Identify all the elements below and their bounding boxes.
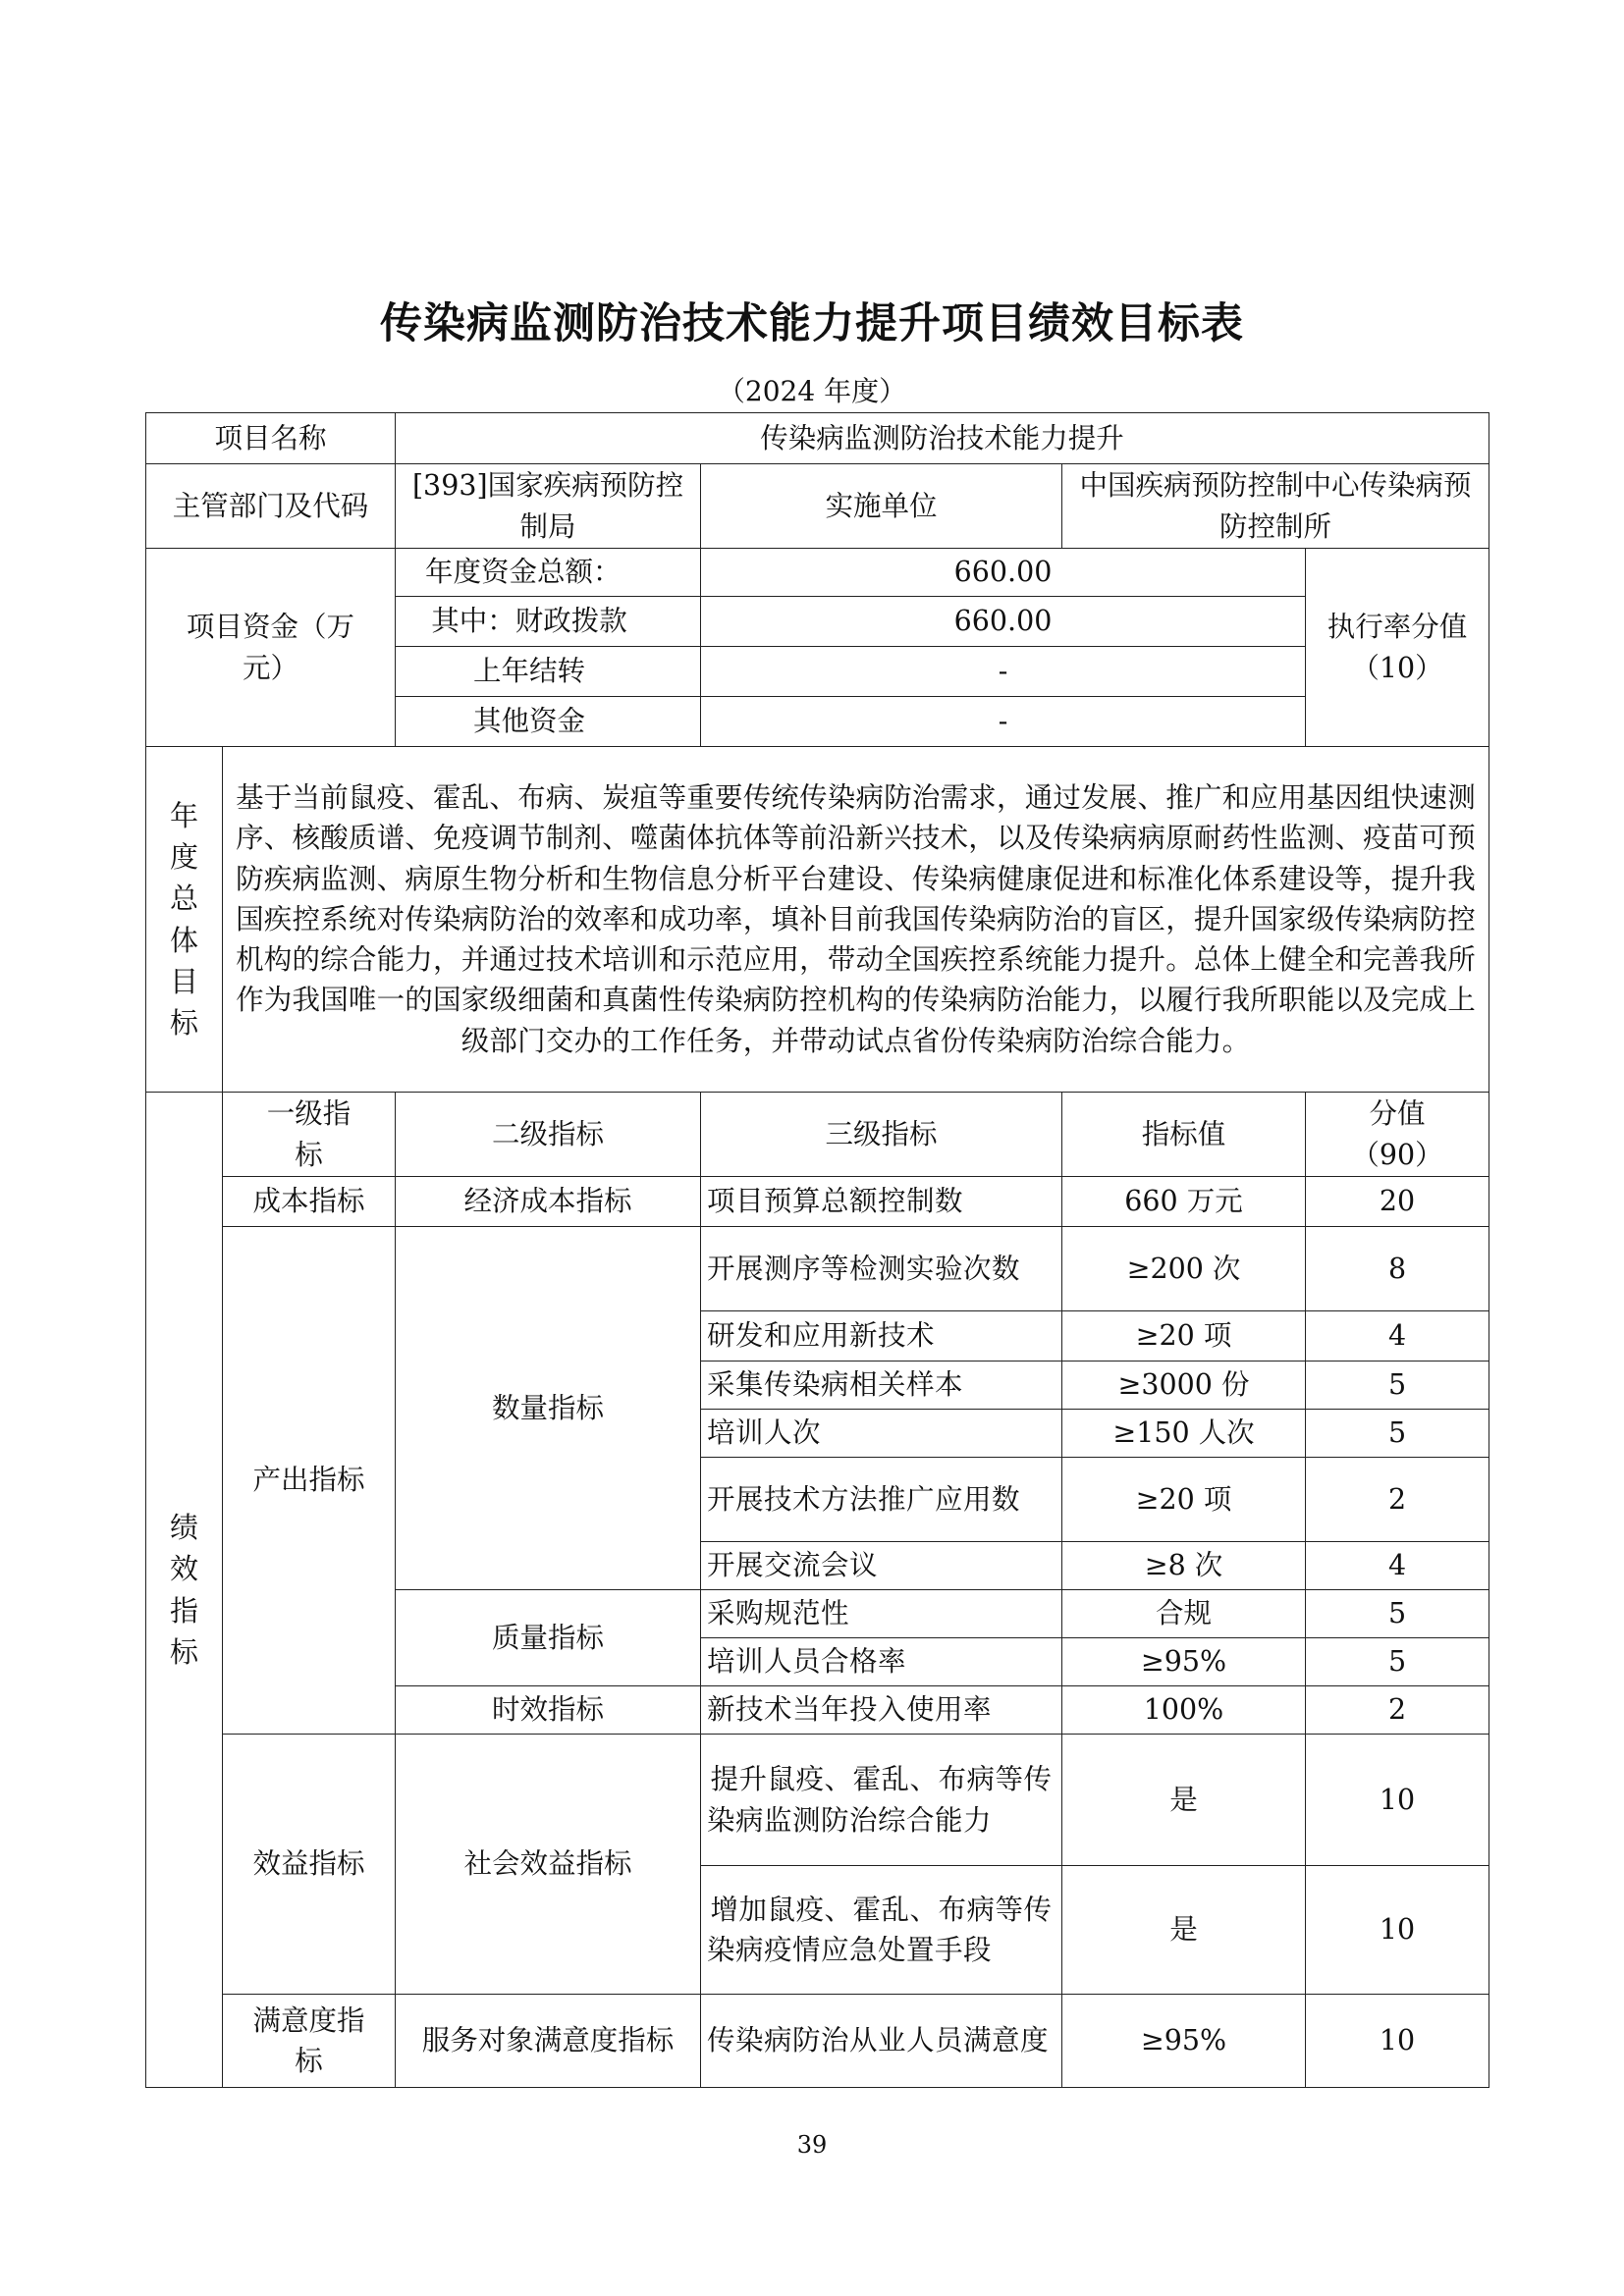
indicator-score: 10 xyxy=(1306,1735,1489,1866)
indicator-value: ≥150 人次 xyxy=(1062,1410,1306,1458)
indicator-value: ≥20 项 xyxy=(1062,1311,1306,1362)
annual-goal-row xyxy=(146,747,1489,1093)
funds-total-label: 年度资金总额： xyxy=(396,549,701,597)
indicator-score: 2 xyxy=(1306,1686,1489,1735)
funds-other-value: - xyxy=(701,697,1306,747)
indicator-name: 培训人员合格率 xyxy=(701,1638,1062,1686)
indicator-name: 采购规范性 xyxy=(701,1590,1062,1638)
impl-unit-label: 实施单位 xyxy=(701,464,1062,549)
impl-unit-value: 中国疾病预防控制中心传染病预防控制所 xyxy=(1062,464,1489,549)
l1-cost: 成本指标 xyxy=(223,1177,396,1227)
indicator-row xyxy=(146,1177,1489,1227)
project-name-value: 传染病监测防治技术能力提升 xyxy=(396,413,1489,464)
dept-row xyxy=(146,464,1489,549)
indicator-name: 新技术当年投入使用率 xyxy=(701,1686,1062,1735)
funds-row-total xyxy=(146,549,1489,597)
indicator-score: 5 xyxy=(1306,1638,1489,1686)
l1-satisfaction: 满意度指标 xyxy=(223,1995,396,2088)
indicator-score: 10 xyxy=(1306,1866,1489,1995)
indicator-score: 4 xyxy=(1306,1311,1489,1362)
l1-benefit: 效益指标 xyxy=(223,1735,396,1995)
indicator-value: 是 xyxy=(1062,1735,1306,1866)
indicator-row xyxy=(146,1735,1489,1866)
funds-other-label: 其他资金 xyxy=(396,697,701,747)
funds-total-value: 660.00 xyxy=(701,549,1306,597)
indicator-name: 增加鼠疫、霍乱、布病等传染病疫情应急处置手段 xyxy=(701,1866,1062,1995)
funds-carryover-value: - xyxy=(701,647,1306,697)
indicator-row xyxy=(146,1995,1489,2088)
l1-output: 产出指标 xyxy=(223,1227,396,1735)
annual-goal-text: 基于当前鼠疫、霍乱、布病、炭疽等重要传统传染病防治需求，通过发展、推广和应用基因组快速测序、核酸质谱、免疫调节制剂、噬菌体抗体等前沿新兴技术，以及传染病病原耐药性监测、疫苗可预防疾病监测、病原生物分析和生物信息分析平台建设、传染病健康促进和标准化体系建设等，提升我国疾控系统对传染病防治的效率和成功率，填补目前我国传染病防治的盲区，提升国家级传染病防控机构的综合能力，并通过技术培训和示范应用，带动全国疾控系统能力提升。总体上健全和完善我所作为我国唯一的国家级细菌和真菌性传染病防控机构的传染病防治能力，以履行我所职能以及完成上级部门交办的工作任务，并带动试点省份传染病防治综合能力。 xyxy=(223,747,1489,1093)
header-value: 指标值 xyxy=(1062,1093,1306,1177)
indicator-name: 培训人次 xyxy=(701,1410,1062,1458)
indicator-name: 提升鼠疫、霍乱、布病等传染病监测防治综合能力 xyxy=(701,1735,1062,1866)
annual-goal-label: 年度总体目标 xyxy=(146,747,223,1093)
l2-timeliness: 时效指标 xyxy=(396,1686,701,1735)
indicator-name: 采集传染病相关样本 xyxy=(701,1362,1062,1410)
l2-economic: 经济成本指标 xyxy=(396,1177,701,1227)
header-l3: 三级指标 xyxy=(701,1093,1062,1177)
funds-carryover-label: 上年结转 xyxy=(396,647,701,697)
indicator-score: 2 xyxy=(1306,1458,1489,1542)
project-name-label: 项目名称 xyxy=(146,413,396,464)
perf-label: 绩效指标 xyxy=(146,1093,223,2088)
indicator-value: ≥200 次 xyxy=(1062,1227,1306,1311)
indicator-score: 8 xyxy=(1306,1227,1489,1311)
indicator-score: 10 xyxy=(1306,1995,1489,2088)
indicator-score: 5 xyxy=(1306,1410,1489,1458)
page-title: 传染病监测防治技术能力提升项目绩效目标表 xyxy=(380,299,1244,348)
indicator-score: 5 xyxy=(1306,1590,1489,1638)
indicator-row xyxy=(146,1227,1489,1311)
funds-label: 项目资金（万元） xyxy=(146,549,396,747)
indicator-name: 传染病防治从业人员满意度 xyxy=(701,1995,1062,2088)
indicator-value: 是 xyxy=(1062,1866,1306,1995)
indicator-value: ≥20 项 xyxy=(1062,1458,1306,1542)
dept-value: [393]国家疾病预防控制局 xyxy=(396,464,701,549)
indicator-value: ≥95% xyxy=(1062,1995,1306,2088)
performance-target-table xyxy=(145,412,1489,2088)
indicator-value: ≥3000 份 xyxy=(1062,1362,1306,1410)
dept-label: 主管部门及代码 xyxy=(146,464,396,549)
header-l1: 一级指标 xyxy=(223,1093,396,1177)
header-score: 分值（90） xyxy=(1306,1093,1489,1177)
funds-fiscal-value: 660.00 xyxy=(701,597,1306,647)
indicator-score: 20 xyxy=(1306,1177,1489,1227)
indicator-name: 项目预算总额控制数 xyxy=(701,1177,1062,1227)
project-name-row xyxy=(146,413,1489,464)
page-subtitle: （2024 年度） xyxy=(717,375,907,407)
exec-rate-label: 执行率分值（10） xyxy=(1306,549,1489,747)
indicator-value: ≥95% xyxy=(1062,1638,1306,1686)
indicator-name: 开展交流会议 xyxy=(701,1542,1062,1590)
indicator-score: 4 xyxy=(1306,1542,1489,1590)
l2-quantity: 数量指标 xyxy=(396,1227,701,1590)
indicator-name: 研发和应用新技术 xyxy=(701,1311,1062,1362)
perf-header-row xyxy=(146,1093,1489,1177)
indicator-name: 开展测序等检测实验次数 xyxy=(701,1227,1062,1311)
l2-social: 社会效益指标 xyxy=(396,1735,701,1995)
funds-fiscal-label: 其中：财政拨款 xyxy=(396,597,701,647)
indicator-value: 100% xyxy=(1062,1686,1306,1735)
l2-quality: 质量指标 xyxy=(396,1590,701,1686)
header-l2: 二级指标 xyxy=(396,1093,701,1177)
indicator-name: 开展技术方法推广应用数 xyxy=(701,1458,1062,1542)
indicator-score: 5 xyxy=(1306,1362,1489,1410)
indicator-value: ≥8 次 xyxy=(1062,1542,1306,1590)
indicator-value: 660 万元 xyxy=(1062,1177,1306,1227)
l2-service: 服务对象满意度指标 xyxy=(396,1995,701,2088)
indicator-value: 合规 xyxy=(1062,1590,1306,1638)
page-number: 39 xyxy=(796,2131,828,2159)
